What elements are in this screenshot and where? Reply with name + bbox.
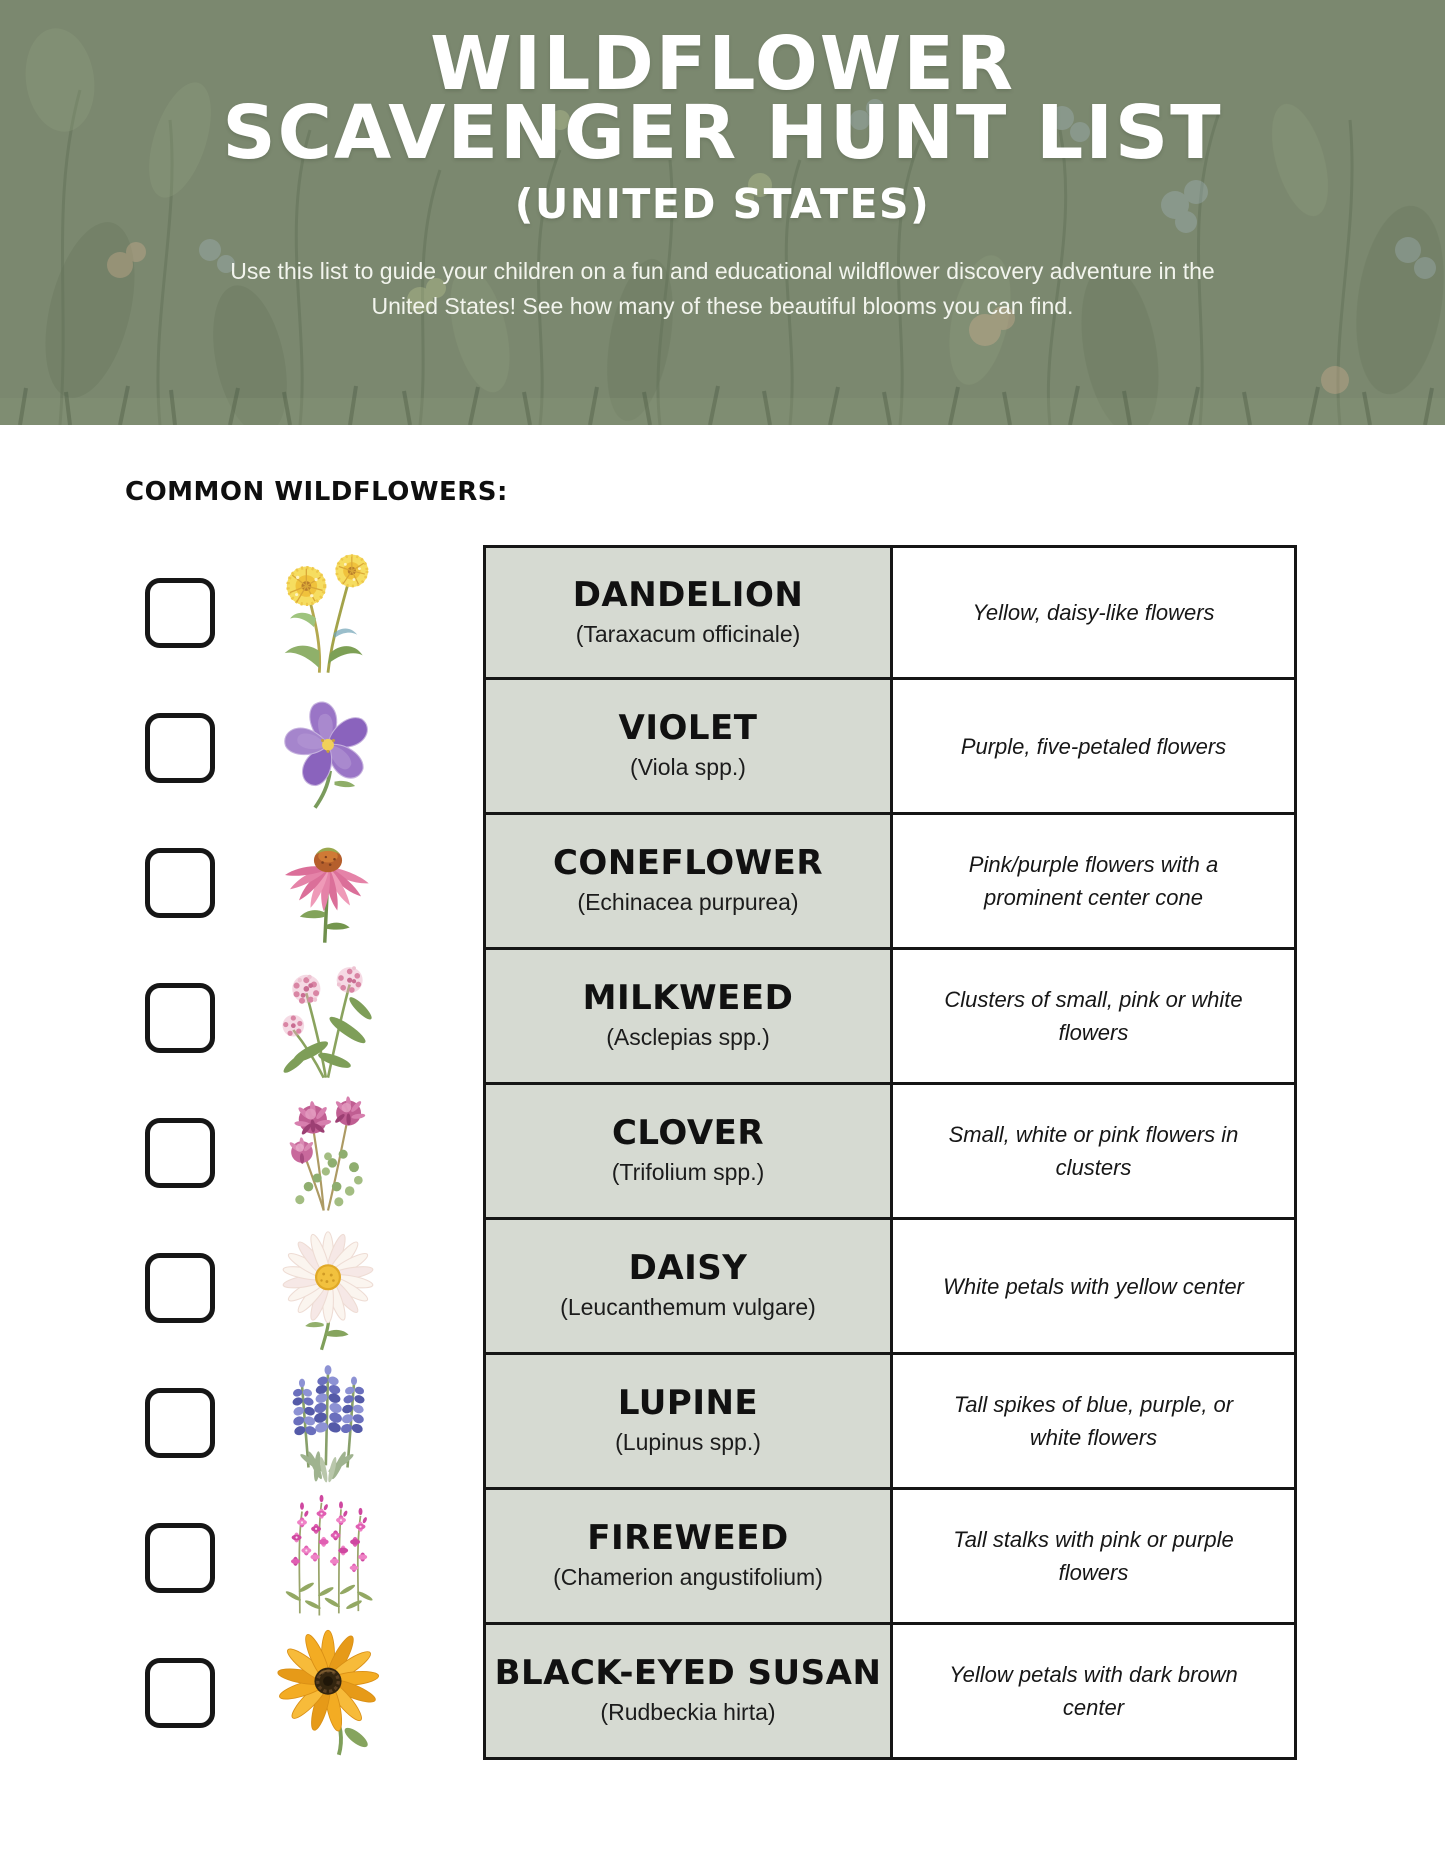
flower-latin: (Rudbeckia hirta) xyxy=(600,1699,776,1726)
checkbox[interactable] xyxy=(145,578,215,648)
page-title-line1: WILDFLOWER xyxy=(430,21,1015,107)
page-subtitle: (UNITED STATES) xyxy=(514,179,931,228)
flower-name: CONEFLOWER xyxy=(552,843,824,884)
name-cell xyxy=(486,815,893,947)
table-row xyxy=(483,1355,1297,1490)
flower-name: DAISY xyxy=(628,1248,748,1289)
flower-latin: (Echinacea purpurea) xyxy=(577,889,799,916)
name-cell xyxy=(486,548,893,677)
flower-description: Small, white or pink flowers in clusters xyxy=(948,1122,1239,1180)
flower-description: Yellow, daisy-like flowers xyxy=(972,600,1215,625)
clover-flower-icon xyxy=(250,1086,405,1218)
flower-latin: (Leucanthemum vulgare) xyxy=(560,1294,816,1321)
flower-latin: (Viola spp.) xyxy=(630,754,746,781)
table-row xyxy=(483,950,1297,1085)
flower-latin: (Lupinus spp.) xyxy=(615,1429,761,1456)
flower-description: Tall spikes of blue, purple, or white flowers xyxy=(953,1392,1234,1450)
intro-text: Use this list to guide your children on a fun and educational wildflower discovery adventure in the United States! See how many of these beautiful blooms you can find. xyxy=(230,257,1215,319)
description-cell xyxy=(893,1220,1294,1352)
table-row xyxy=(483,815,1297,950)
flower-name: MILKWEED xyxy=(582,978,794,1019)
checkbox[interactable] xyxy=(145,1253,215,1323)
table-row xyxy=(483,1085,1297,1220)
name-cell xyxy=(486,1355,893,1487)
table-row xyxy=(483,1625,1297,1760)
checkbox[interactable] xyxy=(145,848,215,918)
section-heading: COMMON WILDFLOWERS: xyxy=(125,477,508,507)
flower-description: White petals with yellow center xyxy=(943,1273,1244,1299)
flower-name: LUPINE xyxy=(617,1383,759,1424)
list-item xyxy=(0,680,1445,815)
violet-flower-icon xyxy=(250,681,405,813)
checkbox[interactable] xyxy=(145,983,215,1053)
flower-name: DANDELION xyxy=(572,574,804,615)
list-item xyxy=(0,950,1445,1085)
list-item xyxy=(0,1625,1445,1760)
description-cell xyxy=(893,548,1294,677)
page-title-line2: SCAVENGER HUNT LIST xyxy=(222,89,1223,176)
flower-name: CLOVER xyxy=(611,1113,765,1154)
list-item xyxy=(0,545,1445,680)
flower-latin: (Asclepias spp.) xyxy=(606,1024,770,1051)
name-cell xyxy=(486,680,893,812)
daisy-flower-icon xyxy=(250,1221,405,1353)
description-cell xyxy=(893,680,1294,812)
lupine-flower-icon xyxy=(250,1356,405,1488)
table-row xyxy=(483,1220,1297,1355)
description-cell xyxy=(893,1625,1294,1757)
flower-description: Yellow petals with dark brown center xyxy=(949,1662,1238,1720)
table-row xyxy=(483,680,1297,815)
checkbox[interactable] xyxy=(145,1118,215,1188)
table-row xyxy=(483,545,1297,680)
page-header xyxy=(0,0,1445,425)
description-cell xyxy=(893,950,1294,1082)
flower-description: Tall stalks with pink or purple flowers xyxy=(953,1527,1234,1585)
list-item xyxy=(0,1490,1445,1625)
flower-description: Clusters of small, pink or white flowers xyxy=(944,987,1243,1045)
checkbox[interactable] xyxy=(145,1523,215,1593)
name-cell xyxy=(486,1220,893,1352)
description-cell xyxy=(893,1355,1294,1487)
name-cell xyxy=(486,1085,893,1217)
blackeyed-susan-flower-icon xyxy=(250,1626,405,1758)
flower-name: BLACK-EYED SUSAN xyxy=(494,1653,882,1694)
flower-name: VIOLET xyxy=(618,708,758,749)
flower-description: Pink/purple flowers with a prominent center cone xyxy=(968,852,1219,910)
table-row xyxy=(483,1490,1297,1625)
page-title xyxy=(0,21,1445,176)
name-cell xyxy=(486,1490,893,1622)
flower-description: Purple, five-petaled flowers xyxy=(960,733,1227,759)
checkbox[interactable] xyxy=(145,713,215,783)
description-cell xyxy=(893,1490,1294,1622)
name-cell xyxy=(486,950,893,1082)
list-item xyxy=(0,1355,1445,1490)
description-cell xyxy=(893,1085,1294,1217)
flower-latin: (Trifolium spp.) xyxy=(611,1159,765,1186)
list-item xyxy=(0,1220,1445,1355)
flower-name: FIREWEED xyxy=(587,1518,789,1559)
list-item xyxy=(0,815,1445,950)
flower-latin: (Chamerion angustifolium) xyxy=(553,1564,823,1591)
checkbox[interactable] xyxy=(145,1388,215,1458)
checkbox[interactable] xyxy=(145,1658,215,1728)
name-cell xyxy=(486,1625,893,1757)
description-cell xyxy=(893,815,1294,947)
coneflower-flower-icon xyxy=(250,816,405,948)
dandelion-flower-icon xyxy=(250,546,405,678)
milkweed-flower-icon xyxy=(250,951,405,1083)
flower-latin: (Taraxacum officinale) xyxy=(575,620,801,647)
wildflower-list xyxy=(0,545,1445,1760)
fireweed-flower-icon xyxy=(250,1491,405,1623)
list-item xyxy=(0,1085,1445,1220)
